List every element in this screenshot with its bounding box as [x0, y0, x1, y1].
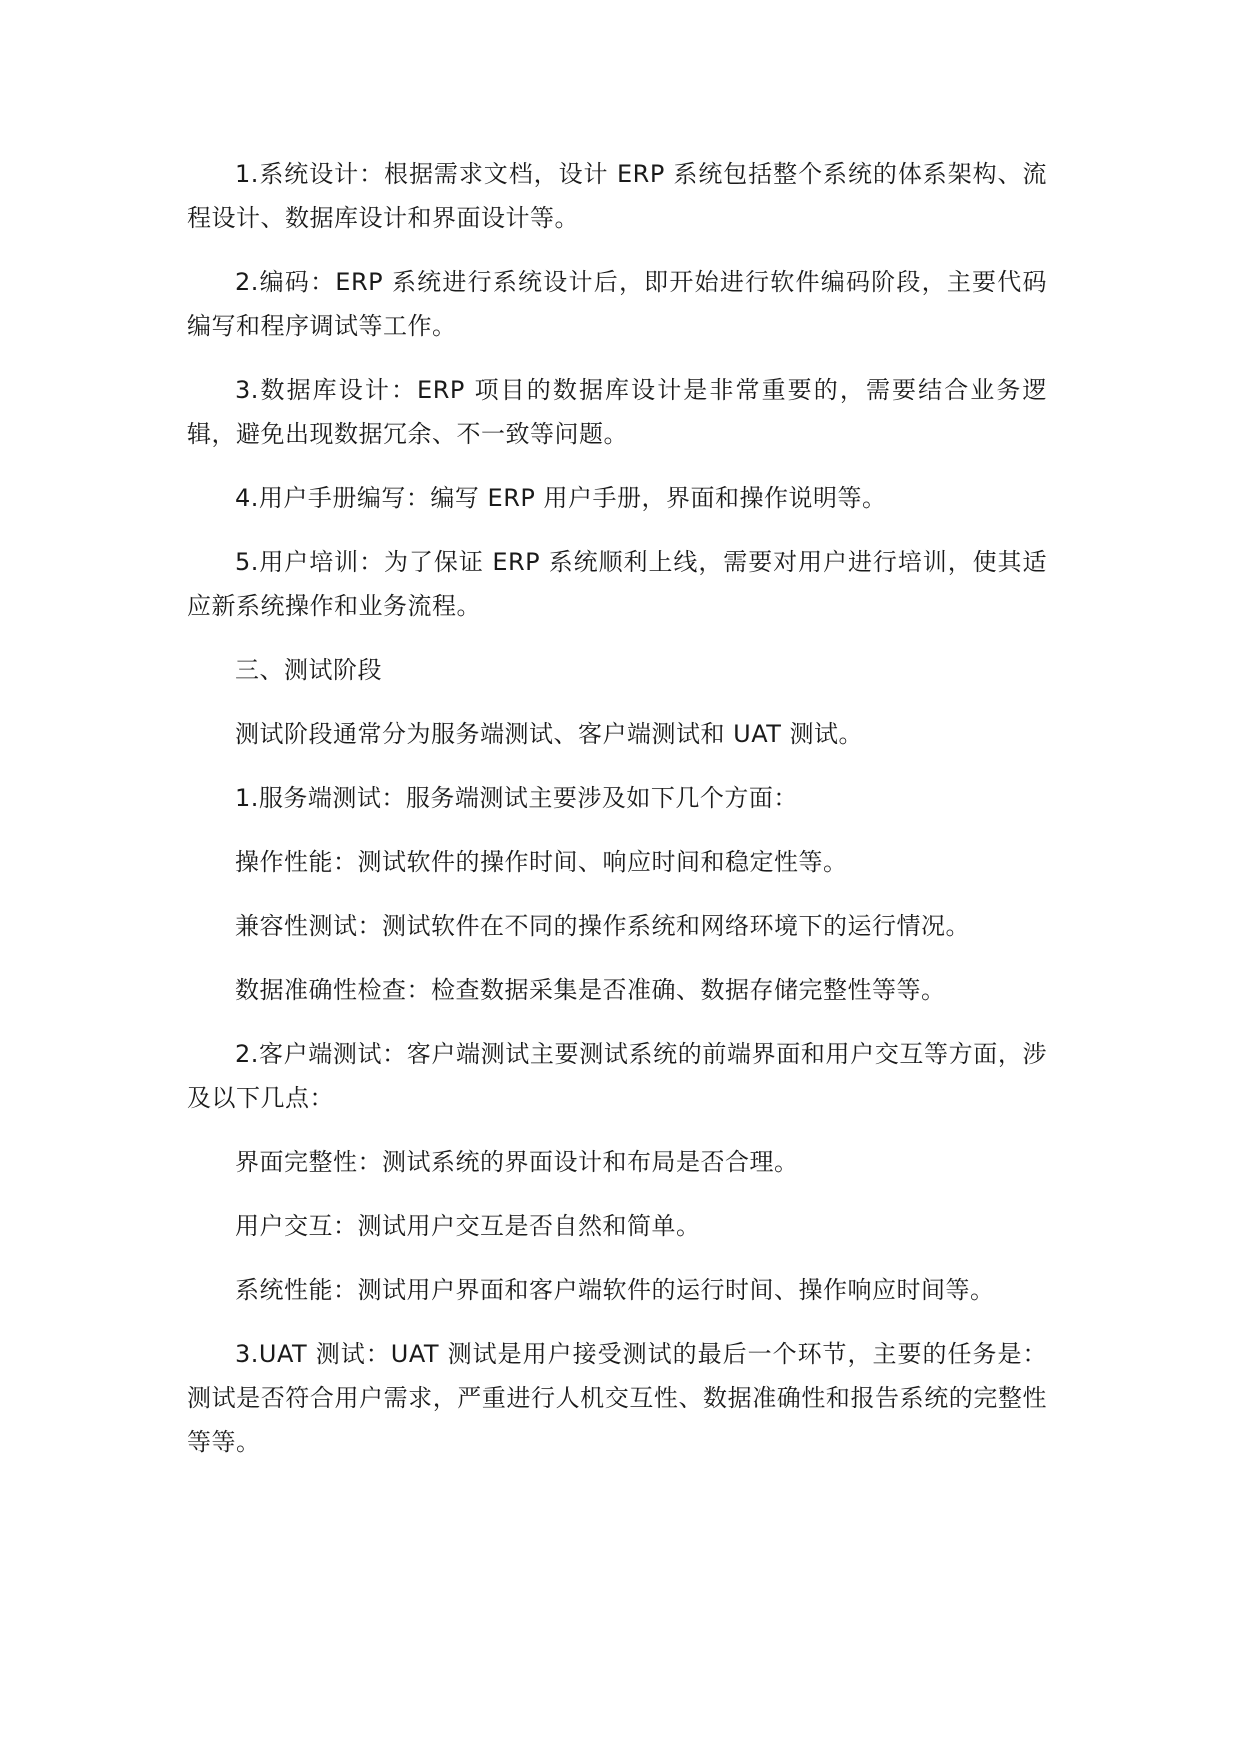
paragraph-server-testing: 1.服务端测试：服务端测试主要涉及如下几个方面： [235, 784, 798, 812]
paragraph-coding: 2.编码：ERP 系统进行系统设计后，即开始进行软件编码阶段，主要代码编写和程序调试等工作。 [187, 268, 1047, 340]
section-heading-testing: 三、测试阶段 [235, 656, 382, 684]
paragraph-testing-overview: 测试阶段通常分为服务端测试、客户端测试和 UAT 测试。 [235, 720, 864, 748]
paragraph-system-performance: 系统性能：测试用户界面和客户端软件的运行时间、操作响应时间等。 [235, 1276, 995, 1304]
paragraph-operation-performance: 操作性能：测试软件的操作时间、响应时间和稳定性等。 [235, 848, 848, 876]
paragraph-user-training: 5.用户培训：为了保证 ERP 系统顺利上线，需要对用户进行培训，使其适应新系统操作和业务流程。 [187, 548, 1047, 620]
paragraph-database-design: 3.数据库设计：ERP 项目的数据库设计是非常重要的，需要结合业务逻辑，避免出现数据冗余、不一致等问题。 [187, 376, 1047, 448]
paragraph-user-manual: 4.用户手册编写：编写 ERP 用户手册，界面和操作说明等。 [235, 484, 887, 512]
paragraph-data-accuracy: 数据准确性检查：检查数据采集是否准确、数据存储完整性等等。 [235, 976, 946, 1004]
paragraph-user-interaction: 用户交互：测试用户交互是否自然和简单。 [235, 1212, 701, 1240]
document-body [187, 152, 1047, 1484]
paragraph-client-testing: 2.客户端测试：客户端测试主要测试系统的前端界面和用户交互等方面，涉及以下几点： [187, 1040, 1047, 1112]
paragraph-compatibility-testing: 兼容性测试：测试软件在不同的操作系统和网络环境下的运行情况。 [235, 912, 970, 940]
paragraph-system-design: 1.系统设计：根据需求文档，设计 ERP 系统包括整个系统的体系架构、流程设计、数据库设计和界面设计等。 [187, 160, 1047, 232]
paragraph-ui-completeness: 界面完整性：测试系统的界面设计和布局是否合理。 [235, 1148, 799, 1176]
paragraph-uat-testing: 3.UAT 测试：UAT 测试是用户接受测试的最后一个环节，主要的任务是：测试是否符合用户需求，严重进行人机交互性、数据准确性和报告系统的完整性等等。 [187, 1340, 1047, 1456]
